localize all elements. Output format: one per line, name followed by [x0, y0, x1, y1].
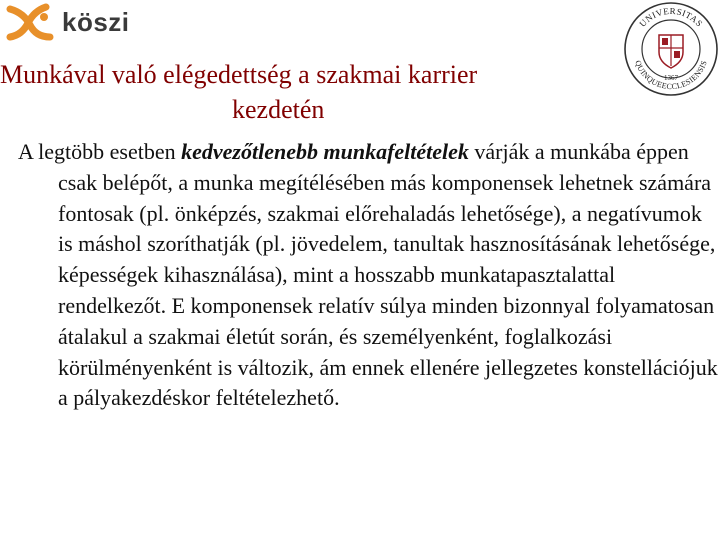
university-seal [622, 0, 720, 98]
title-line-1: Munkával való elégedettség a szakmai karrier [0, 60, 478, 89]
seal-year: 1367 [664, 74, 678, 82]
seal-shield-icon [659, 35, 683, 68]
title-line-2: kezdetén [232, 95, 325, 124]
koszi-logo [4, 2, 130, 42]
body-paragraph [18, 137, 718, 414]
koszi-logo-icon [4, 3, 56, 41]
body-text-rest: várják a munkába éppen csak belépőt, a munka megítélésében más komponensek lehetnek számára fontosak (pl. önképzés, szakmai előrehaladás lehetősége), a negatívumok is máshol szoríthatják (pl. jövedelem, tanultak hasznosításának lehetősége, képességek kihasználása), mint a hosszabb munkatapasztalattal rendelkezőt. E komponensek relatív súlya minden bizonnyal folyamatosan átalakul a szakmai életút során, és személyenként, foglalkozási körülményenként is változik, ám ennek ellenére jellegzetes konstellációjuk a pályakezdéskor feltételezhető. [58, 139, 718, 411]
body-emphasis: kedvezőtlenebb munkafeltételek [181, 139, 469, 164]
logo-text: köszi [62, 6, 130, 37]
slide-title [0, 57, 620, 127]
seal-text-bottom: QUINQUEECCLESIENSIS [633, 59, 709, 92]
body-text-start: A legtöbb esetben [18, 139, 182, 164]
seal-text-top: UNIVERSITAS [637, 5, 705, 29]
body-text [18, 137, 718, 414]
